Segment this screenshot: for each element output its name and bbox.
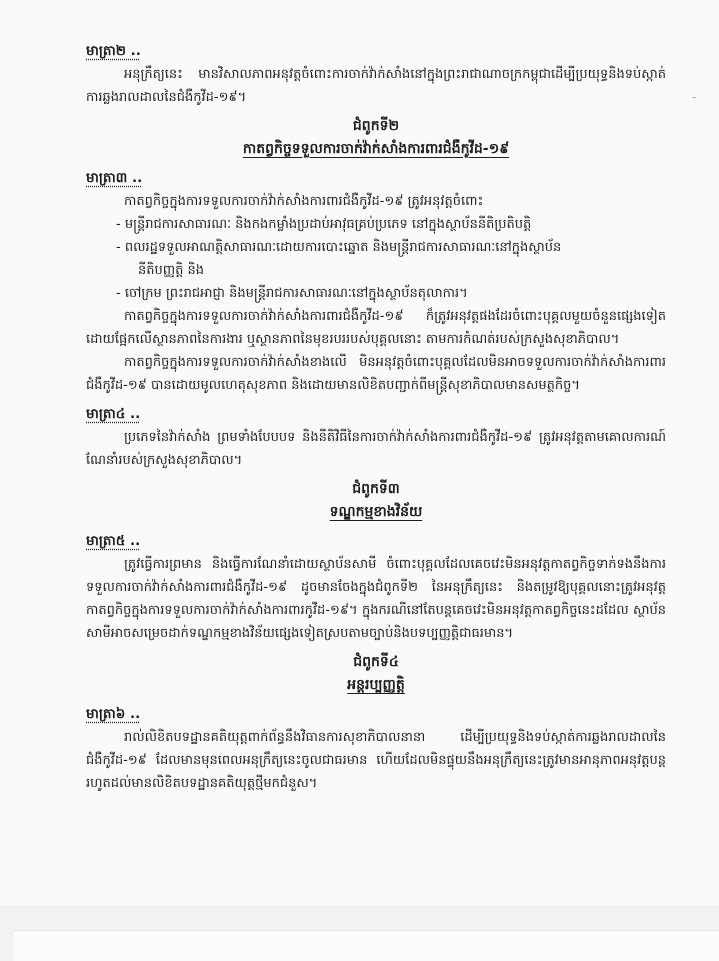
article-3-bullet-1: - មន្ត្រីរាជការសាធារណៈ និងកងកម្លាំងប្រដាប់អាវុធគ្រប់ប្រភេទ នៅក្នុងស្ថាប័ននីតិប្រតិបត្តិ [116, 217, 532, 232]
chapter-2-title: កាតព្វកិច្ចទទួលការចាក់វ៉ាក់សាំងការពារជំងឺកូវីដ-១៩ [242, 141, 510, 157]
chapter-3-label: ជំពូកទី៣ [352, 481, 400, 497]
article-4-heading: មាត្រា៤ .. [86, 406, 141, 422]
next-page-edge [14, 930, 719, 961]
article-2-paragraph-1: អនុក្រឹត្យនេះ មានវិសាលភាពអនុវត្តចំពោះការចាក់វ៉ាក់សាំងនៅក្នុងព្រះរាជាណាចក្រកម្ពុជាដើម្បីប្រយុទ្ធនិងទប់ស្កាត់ការឆ្លងរាលដាលនៃជំងឺកូវីដ-១៩។ [86, 67, 666, 105]
chapter-3-title: ទណ្ឌកម្មខាងវិន័យ [329, 504, 423, 520]
article-4-paragraph-1: ប្រភេទនៃវ៉ាក់សាំង ព្រមទាំងបែបបទ និងនីតិវិធីនៃការចាក់វ៉ាក់សាំងការពារជំងឺកូវីដ-១៩ ត្រូវអនុវត្តតាមគោលការណ៍ណែនាំរបស់ក្រសួងសុខាភិបាល។ [86, 430, 666, 468]
article-3-paragraph-2: កាតព្វកិច្ចក្នុងការទទួលការចាក់វ៉ាក់សាំងការពារជំងឺកូវីដ-១៩ ក៏ត្រូវអនុវត្តផងដែរចំពោះបុគ្គលមួយចំនួនផ្សេងទៀត ដោយផ្អែកលើស្ថានភាពនៃការងារ ឬស្ថានភាពនៃមុខរបររបស់បុគ្គលនោះ តាមការកំណត់របស់ក្រសួងសុខាភិបាល។ [86, 309, 666, 347]
article-6-heading: មាត្រា៦ .. [86, 706, 141, 722]
article-2-heading: មាត្រា២ .. [86, 43, 141, 59]
article-3-bullet-2-continued: នីតិបញ្ញត្តិ និង [138, 263, 205, 278]
article-5-heading: មាត្រា៥ .. [86, 533, 141, 549]
article-6-paragraph-1: រាល់លិខិតបទដ្ឋានគតិយុត្តពាក់ព័ន្ធនឹងវិធានការសុខាភិបាលនានា ដើម្បីប្រយុទ្ធនិងទប់ស្កាត់ការឆ្លងរាលដាលនៃជំងឺកូវីដ-១៩ ដែលមានមុនពេលអនុក្រឹត្យនេះចូលជាធរមាន ហើយដែលមិនផ្ទុយនឹងអនុក្រឹត្យនេះត្រូវមានអានុភាពអនុវត្តបន្តរហូតដល់មានលិខិតបទដ្ឋានគតិយុត្តថ្មីមកជំនួស។ [86, 730, 666, 791]
article-3-heading: មាត្រា៣ .. [86, 170, 143, 186]
document-body [86, 34, 666, 795]
chapter-4-label: ជំពូកទី៤ [353, 654, 399, 670]
article-3-paragraph-3: កាតព្វកិច្ចក្នុងការទទួលការចាក់វ៉ាក់សាំងខាងលើ មិនអនុវត្តចំពោះបុគ្គលដែលមិនអាចទទួលការចាក់វ៉ាក់សាំងការពារជំងឺកូវីដ-១៩ បានដោយមូលហេតុសុខភាព និងដោយមានលិខិតបញ្ជាក់ពីមន្ត្រីសុខាភិបាលមានសមត្ថកិច្ច។ [86, 355, 666, 393]
article-3-bullet-2: - ពលរដ្ឋទទួលអាណត្តិសាធារណៈដោយការបោះឆ្នោត និងមន្ត្រីរាជការសាធារណៈនៅក្នុងស្ថាប័ន [116, 240, 562, 255]
article-5-paragraph-1: ត្រូវធ្វើការព្រមាន និងធ្វើការណែនាំដោយស្ថាប័នសាមី ចំពោះបុគ្គលដែលគេចវេះមិនអនុវត្តកាតព្វកិច្ចទាក់ទងនឹងការទទួលការចាក់វ៉ាក់សាំងការពារជំងឺកូវីដ-១៩ ដូចមានចែងក្នុងជំពូកទី២ នៃអនុក្រឹត្យនេះ និងតម្រូវឱ្យបុគ្គលនោះត្រូវអនុវត្តកាតព្វកិច្ចក្នុងការទទួលការចាក់វ៉ាក់សាំងការពារកូវីដ-១៩។ ក្នុងករណីនៅតែបន្តគេចវេះមិនអនុវត្តកាតព្វកិច្ចនេះដដែល ស្ថាប័នសាមីអាចសម្រេចដាក់ទណ្ឌកម្មខាងវិន័យផ្សេងទៀតស្របតាមច្បាប់និងបទប្បញ្ញត្តិជាធរមាន។ [86, 557, 666, 641]
article-3-paragraph-1: កាតព្វកិច្ចក្នុងការទទួលការចាក់វ៉ាក់សាំងការពារជំងឺកូវីដ-១៩ ត្រូវអនុវត្តចំពោះ [124, 194, 484, 209]
margin-mark: - [692, 90, 697, 104]
article-3-bullet-3: - ចៅក្រម ព្រះរាជអាជ្ញា និងមន្ត្រីរាជការសាធារណៈនៅក្នុងស្ថាប័នតុលាការ។ [116, 286, 468, 301]
chapter-4-title: អន្តរប្បញ្ញត្តិ [347, 677, 405, 693]
chapter-2-label: ជំពូកទី២ [352, 118, 400, 134]
